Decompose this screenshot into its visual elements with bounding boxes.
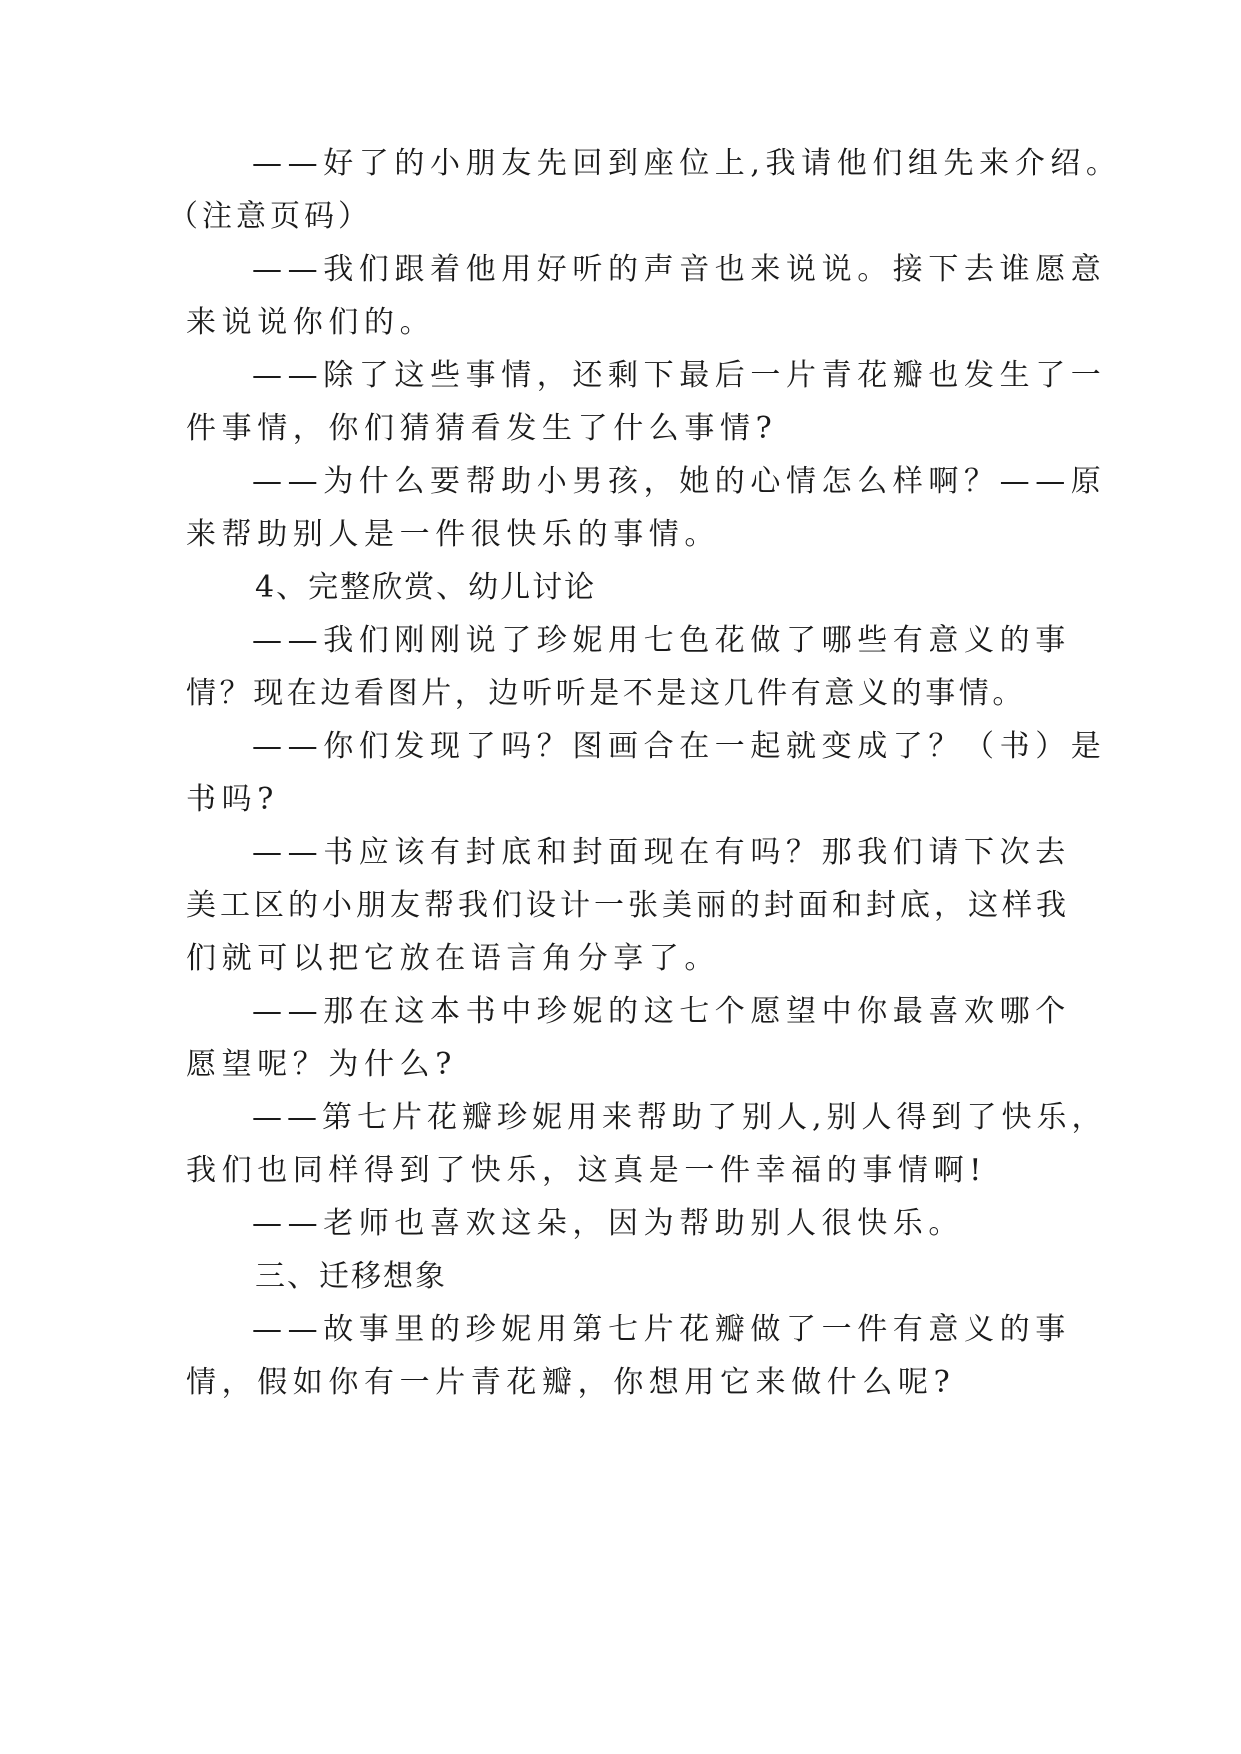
paragraph-line: 来帮助别人是一件很快乐的事情。 [186, 517, 720, 552]
paragraph-line: ——故事里的珍妮用第七片花瓣做了一件有意义的事 [252, 1312, 1071, 1347]
paragraph-line: 情？现在边看图片，边听听是不是这几件有意义的事情。 [186, 676, 1026, 711]
paragraph-line: ——你们发现了吗？图画合在一起就变成了？（书）是 [252, 729, 1107, 764]
paragraph-line: ——我们跟着他用好听的声音也来说说。接下去谁愿意 [252, 252, 1107, 287]
paragraph-line: ——除了这些事情，还剩下最后一片青花瓣也发生了一 [252, 358, 1107, 393]
paragraph-line: 书吗? [186, 782, 279, 817]
paragraph-line: ——我们刚刚说了珍妮用七色花做了哪些有意义的事 [252, 623, 1071, 658]
paragraph-line: ——书应该有封底和封面现在有吗？那我们请下次去 [252, 835, 1071, 870]
paragraph-line: 来说说你们的。 [186, 305, 436, 340]
paragraph-line: 我们也同样得到了快乐，这真是一件幸福的事情啊! [186, 1153, 987, 1188]
paragraph-line: 美工区的小朋友帮我们设计一张美丽的封面和封底，这样我 [186, 888, 1070, 923]
paragraph-line: ——第七片花瓣珍妮用来帮助了别人,别人得到了快乐， [252, 1100, 1107, 1135]
paragraph-line: 们就可以把它放在语言角分享了。 [186, 941, 720, 976]
paragraph-line: 件事情，你们猜猜看发生了什么事情? [186, 411, 778, 446]
paragraph-line: ——好了的小朋友先回到座位上,我请他们组先来介绍。 [252, 146, 1122, 181]
section-heading: 4、完整欣赏、幼儿讨论 [255, 570, 597, 605]
section-heading: 三、迁移想象 [255, 1259, 447, 1294]
paragraph-line: 愿望呢？为什么? [186, 1047, 457, 1082]
paragraph-line: （注意页码） [168, 199, 372, 234]
paragraph-line: ——老师也喜欢这朵，因为帮助别人很快乐。 [252, 1206, 964, 1241]
paragraph-line: ——那在这本书中珍妮的这七个愿望中你最喜欢哪个 [252, 994, 1071, 1029]
paragraph-line: ——为什么要帮助小男孩，她的心情怎么样啊？——原 [252, 464, 1107, 499]
paragraph-line: 情，假如你有一片青花瓣，你想用它来做什么呢? [186, 1365, 956, 1400]
